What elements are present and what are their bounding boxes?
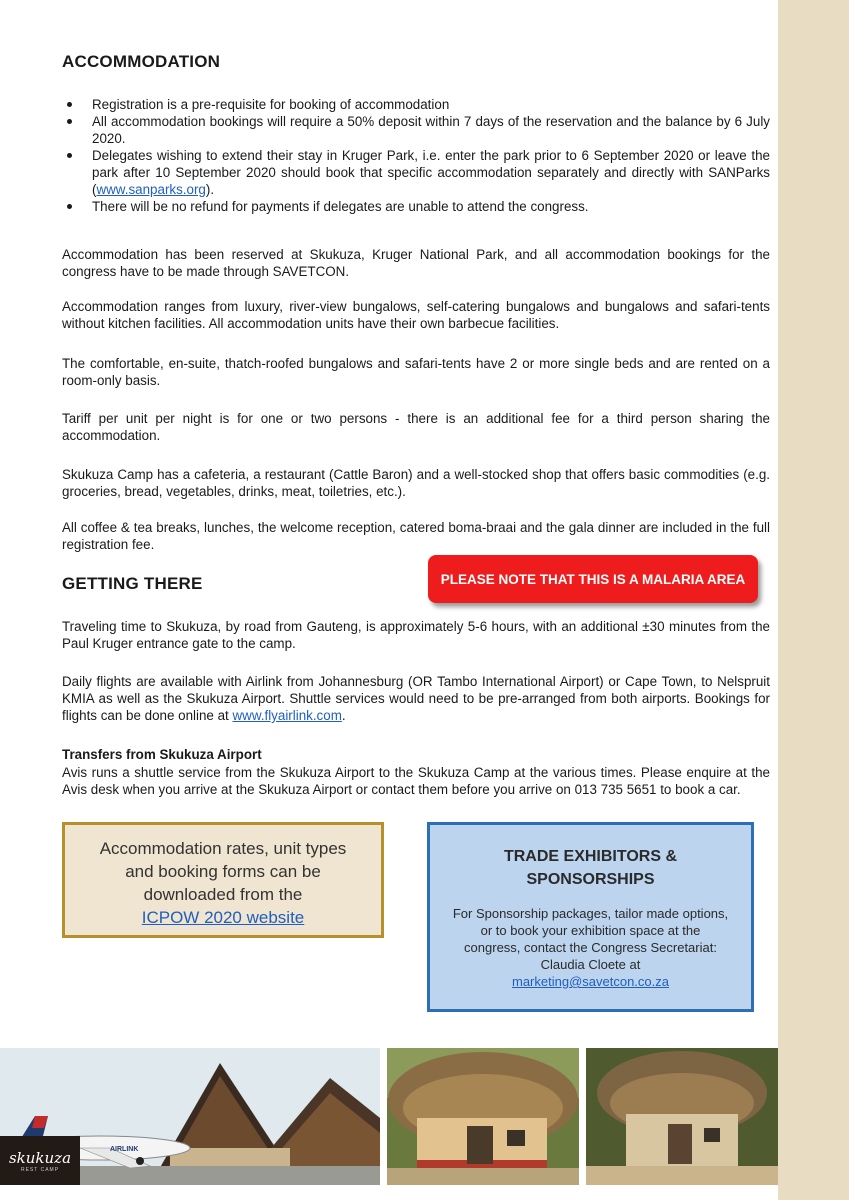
sanparks-link[interactable]: www.sanparks.org [96,182,206,197]
paragraph: Avis runs a shuttle service from the Skukuza Airport to the Skukuza Camp at the various times. Please enquire at the Avis desk when you arrive at the Skukuza Airport or contact them before you arrive on 013 735 5651 to book a car. [62,765,770,797]
marketing-email-link[interactable]: marketing@savetcon.co.za [512,974,669,989]
decorative-side-stripe [778,0,849,1200]
bullet-item: Delegates wishing to extend their stay in Kruger Park, i.e. enter the park prior to 6 September 2020 or leave the park after 10 September 2020 should book that specific accommodation separately and directly with SANParks (www.sanparks.org). [62,147,770,198]
paragraph: Accommodation has been reserved at Skukuza, Kruger National Park, and all accommodation bookings for the congress have to be made through SAVETCON. [62,247,770,279]
paragraph: All coffee & tea breaks, lunches, the welcome reception, catered boma-braai and the gala dinner are included in the full registration fee. [62,520,770,552]
paragraph: Tariff per unit per night is for one or two persons - there is an additional fee for a third person sharing the accommodation. [62,411,770,443]
accom-box-line: Accommodation rates, unit types [99,839,347,858]
paragraph: Accommodation ranges from luxury, river-view bungalows, self-catering bungalows and bungalows and safari-tents without kitchen facilities. All accommodation units have their own barbecue facilities. [62,299,770,331]
bullet-item: Registration is a pre-requisite for booking of accommodation [62,96,770,113]
getting-there-heading: GETTING THERE [62,574,203,593]
accommodation-info-box [62,822,384,938]
bullet-item: There will be no refund for payments if delegates are unable to attend the congress. [62,198,770,215]
bungalow-photo-1 [387,1048,579,1185]
trade-box-body: For Sponsorship packages, tailor made options, or to book your exhibition space at the congress, contact the Congress Secretariat: Claudia Cloete at marketing@savetcon.co.za [452,906,729,989]
airport-photo [0,1048,380,1185]
accom-box-line: and booking forms can be [125,862,321,881]
accommodation-heading: ACCOMMODATION [62,52,221,71]
bullet-item: All accommodation bookings will require a 50% deposit within 7 days of the reservation and the balance by 6 July 2020. [62,113,770,147]
airlink-link[interactable]: www.flyairlink.com [232,708,342,723]
bungalow-illustration [387,1048,579,1185]
trade-box-title: TRADE EXHIBITORS & SPONSORSHIPS [503,848,678,888]
skukuza-logo [0,1136,80,1185]
bungalow-illustration [586,1048,778,1185]
bungalow-photo-2 [586,1048,778,1185]
accommodation-bullets [62,96,770,215]
paragraph: The comfortable, en-suite, thatch-roofed bungalows and safari-tents have 2 or more single beds and are rented on a room-only basis. [62,356,770,388]
accom-box-line: downloaded from the [143,885,303,904]
logo-subtext: REST CAMP [20,1167,60,1173]
paragraph: Skukuza Camp has a cafeteria, a restaurant (Cattle Baron) and a well-stocked shop that offers basic commodities (e.g. groceries, bread, vegetables, drinks, meat, toiletries, etc.). [62,467,770,499]
malaria-warning-banner: PLEASE NOTE THAT THIS IS A MALARIA AREA [428,555,758,603]
logo-text: skukuza [8,1149,72,1167]
paragraph: Traveling time to Skukuza, by road from Gauteng, is approximately 5-6 hours, with an additional ±30 minutes from the Paul Kruger entrance gate to the camp. [62,619,770,651]
trade-exhibitors-box [427,822,754,1012]
plane-livery-text: AIRLINK [110,1146,139,1153]
paragraph: Daily flights are available with Airlink from Johannesburg (OR Tambo International Airport) or Cape Town, to Nelspruit KMIA as well as the Skukuza Airport. Shuttle services would need to be pre-arranged from both airports. Bookings for flights can be done online at www.flyairlink.com. [62,674,770,723]
icpow-website-link[interactable]: ICPOW 2020 website [141,908,305,927]
transfers-heading: Transfers from Skukuza Airport [62,747,262,762]
